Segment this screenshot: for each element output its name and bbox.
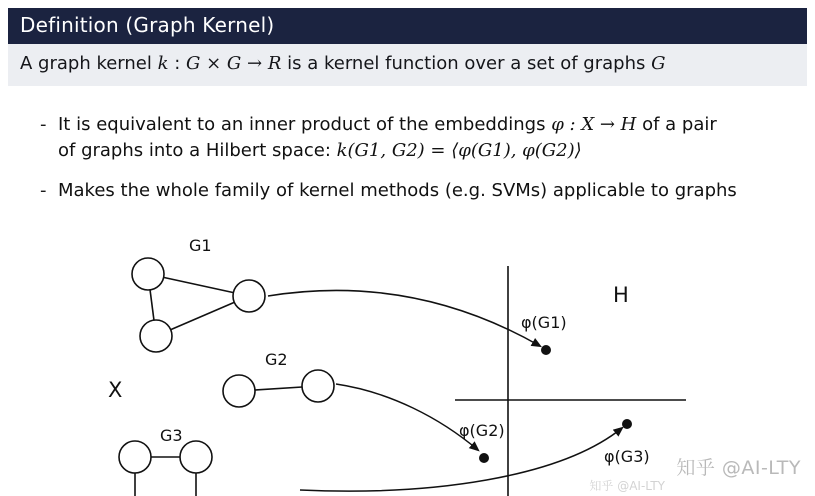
bullet-marker: -	[40, 180, 47, 201]
definition-colon: :	[168, 53, 187, 74]
watermark: 知乎 @AI-LTY	[676, 457, 801, 479]
input-space-label: X	[108, 378, 123, 402]
watermark-secondary: 知乎 @AI-LTY	[589, 479, 665, 493]
arrow-g2	[336, 384, 478, 450]
graph-label-g3: G3	[160, 426, 183, 445]
list-item	[36, 112, 806, 164]
definition-tail: is a kernel function over a set of graphs	[281, 53, 652, 74]
bullet-2-pre: of graphs into a Hilbert space:	[58, 140, 337, 161]
graph-g1	[132, 258, 265, 352]
point-phi-g3	[622, 419, 632, 429]
bullet-2-math: k(G1, G2) = ⟨φ(G1), φ(G2)⟩	[336, 140, 582, 161]
embedded-points	[479, 345, 632, 463]
definition-title: Definition (Graph Kernel)	[8, 8, 807, 44]
hilbert-axes	[455, 266, 686, 496]
bullet-marker: -	[40, 114, 47, 135]
definition-graphset: G	[651, 53, 666, 74]
bullet-1-post: of a pair	[636, 114, 717, 135]
bullet-1-math: φ : X → H	[551, 114, 637, 135]
hilbert-space-label: H	[613, 283, 629, 307]
definition-kernel-symbol: k	[157, 53, 169, 74]
bullet-line-1	[58, 112, 717, 138]
graph-label-g1: G1	[189, 236, 212, 255]
arrow-g1	[268, 290, 540, 346]
point-label-phi-g2: φ(G2)	[459, 421, 505, 440]
definition-statement-lead: A graph kernel	[20, 53, 158, 74]
graph-g2	[223, 370, 334, 407]
bullet-line-1: Makes the whole family of kernel methods (e.g. SVMs) applicable to graphs	[58, 180, 737, 201]
bullet-list	[36, 112, 806, 214]
bullet-1-pre: It is equivalent to an inner product of the embeddings	[58, 114, 552, 135]
bullet-line-2	[58, 138, 717, 164]
point-phi-g1	[541, 345, 551, 355]
definition-statement	[8, 44, 807, 86]
definition-block	[8, 8, 807, 86]
point-label-phi-g1: φ(G1)	[521, 313, 567, 332]
graph-label-g2: G2	[265, 350, 288, 369]
definition-domain: G × G → R	[186, 53, 282, 74]
graph-g3	[119, 441, 212, 496]
list-item	[36, 178, 806, 204]
point-phi-g2	[479, 453, 489, 463]
point-label-phi-g3: φ(G3)	[604, 447, 650, 466]
